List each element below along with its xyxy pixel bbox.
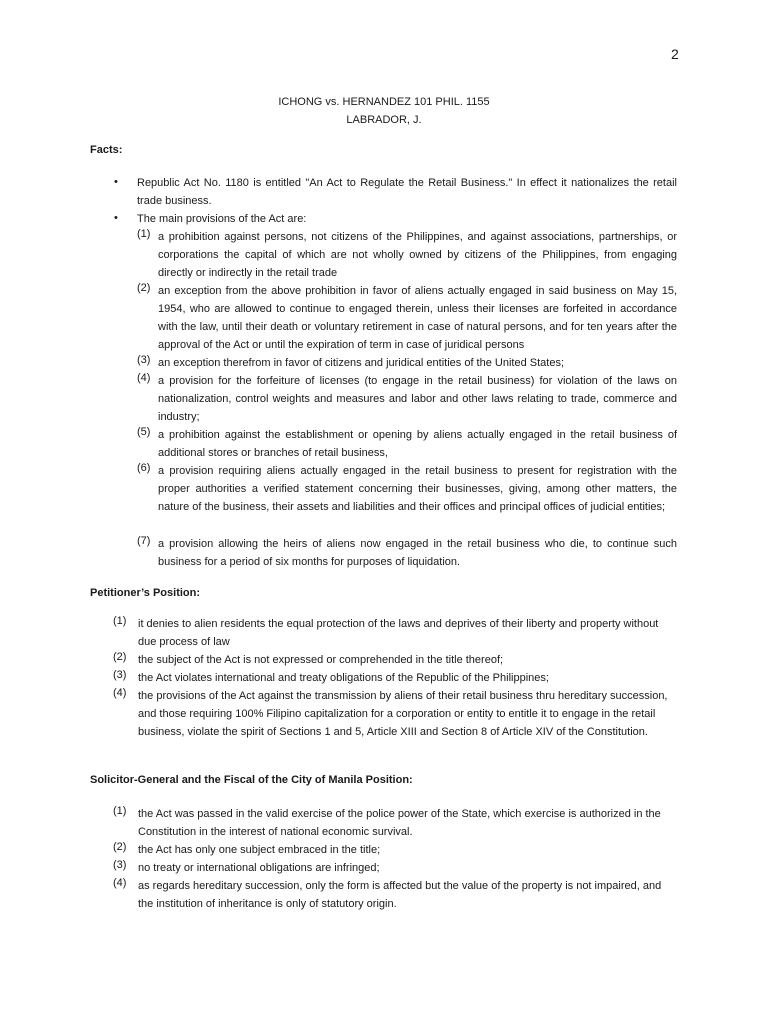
provision-number: (7) [137,535,151,547]
solgen-item-text: as regards hereditary succession, only the form is affected but the value of the property is not impaired, and the institution of inheritance is only of statutory origin. [138,880,662,910]
petitioner-item-text: it denies to alien residents the equal protection of the laws and deprives of their liberty and property without due process of law [138,618,659,648]
provision-text: a provision allowing the heirs of aliens now engaged in the retail business who die, to continue such business for a period of six months for purposes of liquidation. [158,538,677,568]
facts-bullet-text: Republic Act No. 1180 is entitled "An Act to Regulate the Retail Business." In effect it nationalizes the retail trade business. [137,177,677,207]
petitioner-item-text: the provisions of the Act against the transmission by aliens of their retail business thru hereditary succession, and those requiring 100% Filipino capitalization for a corporation or entity to entitle it to engage in the retail business, violate the spirit of Sections 1 and 5, Article XIII and Section 8 of Article XIV of the Constitution. [138,690,668,738]
petitioner-item-text: the Act violates international and treaty obligations of the Republic of the Philippines; [138,672,549,684]
petitioner-item-number: (2) [113,651,127,663]
petitioner-item-number: (4) [113,687,127,699]
provision-text: a prohibition against persons, not citizens of the Philippines, and against associations, partnerships, or corporations the capital of which are not wholly owned by citizens of the Philippines, from engaging directly or indirectly in the retail trade [158,231,677,279]
solgen-item-text: the Act was passed in the valid exercise of the police power of the State, which exercise is authorized in the Constitution in the interest of national economic survival. [138,808,661,838]
ponente: LABRADOR, J. [346,114,422,126]
provision-number: (4) [137,372,151,384]
provision-number: (1) [137,228,151,240]
solgen-item-text: no treaty or international obligations are infringed; [138,862,380,874]
bullet-1: • [114,176,118,188]
provision-number: (2) [137,282,151,294]
petitioner-heading: Petitioner’s Position: [90,587,201,599]
provision-text: a provision for the forfeiture of licenses (to engage in the retail business) for violation of the laws on nationalization, control weights and measures and labor and other laws relating to trade, commerce and industry; [158,375,677,423]
page-number: 2 [671,46,679,62]
bullet-2: • [114,212,118,224]
provision-text: an exception therefrom in favor of citizens and juridical entities of the United States; [158,357,564,369]
case-title: ICHONG vs. HERNANDEZ 101 PHIL. 1155 [278,96,490,108]
solgen-item-number: (3) [113,859,127,871]
solgen-item-text: the Act has only one subject embraced in the title; [138,844,381,856]
solgen-item-number: (2) [113,841,127,853]
facts-bullet-text: The main provisions of the Act are: [137,213,307,225]
provision-number: (6) [137,462,151,474]
provision-text: a prohibition against the establishment or opening by aliens actually engaged in the retail business of additional stores or branches of retail business, [158,429,677,459]
provision-number: (5) [137,426,151,438]
petitioner-item-number: (1) [113,615,127,627]
petitioner-item-text: the subject of the Act is not expressed or comprehended in the title thereof; [138,654,504,666]
provision-text: a provision requiring aliens actually engaged in the retail business to present for registration with the proper authorities a verified statement concerning their businesses, giving, among other matters, the nature of the business, their assets and liabilities and their offices and principal offices of judicial entities; [158,465,677,513]
provision-number: (3) [137,354,151,366]
solgen-heading: Solicitor-General and the Fiscal of the City of Manila Position: [90,774,413,786]
solgen-item-number: (1) [113,805,127,817]
petitioner-item-number: (3) [113,669,127,681]
solgen-item-number: (4) [113,877,127,889]
provision-text: an exception from the above prohibition in favor of aliens actually engaged in said business on May 15, 1954, who are allowed to continue to engaged therein, unless their licenses are forfeited in accordance with the law, until their death or voluntary retirement in case of natural persons, and for ten years after the approval of the Act or until the expiration of term in case of juridical persons [158,285,677,351]
facts-heading: Facts: [90,144,123,156]
